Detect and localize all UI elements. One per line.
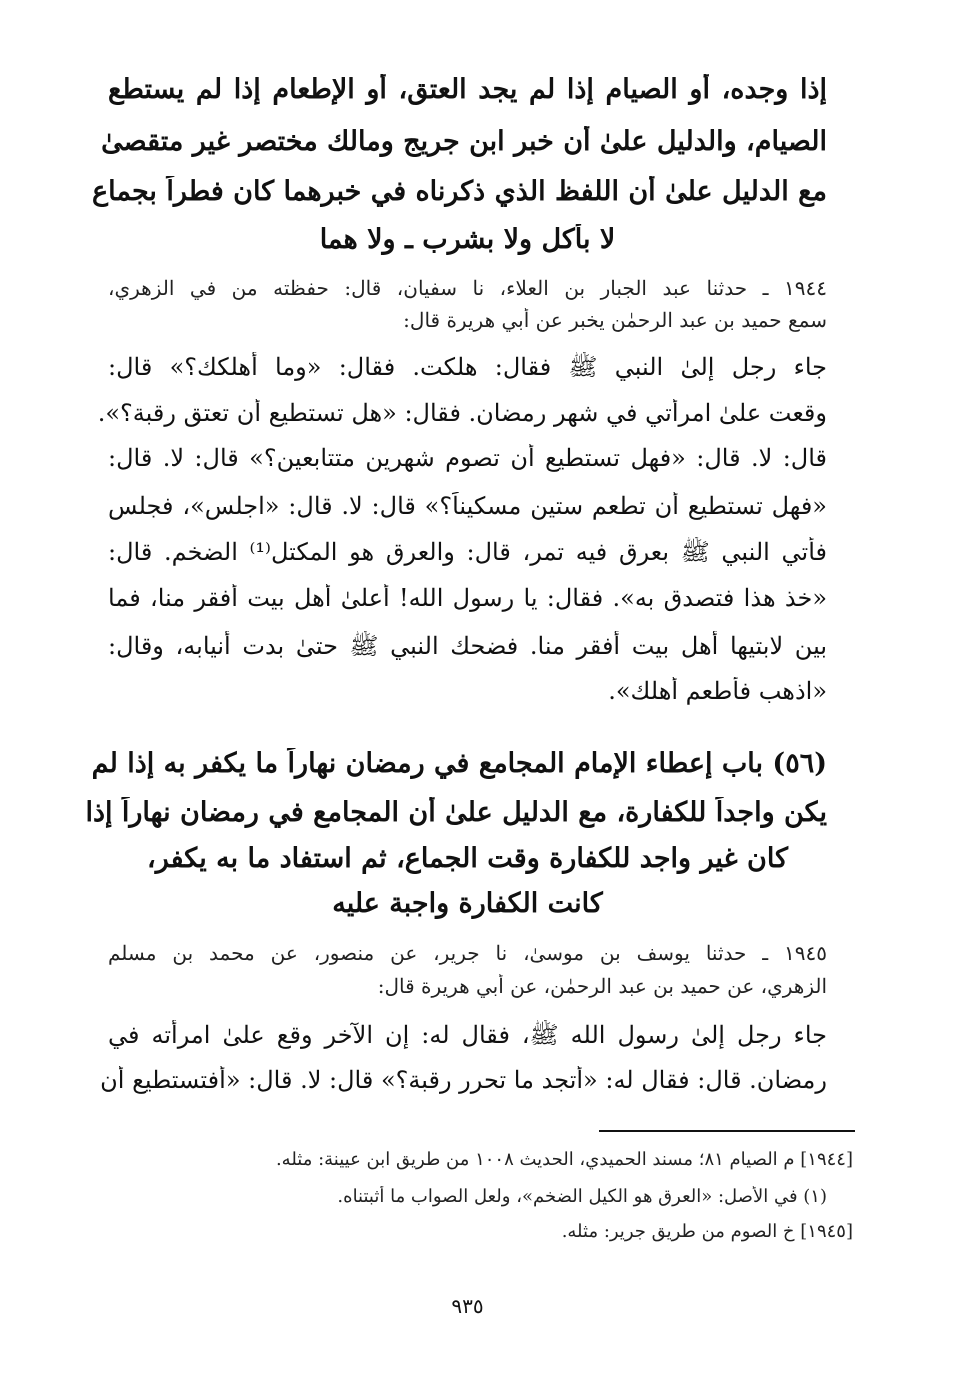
heading-line: كان غير واجد للكفارة وقت الجماع، ثم استفاد ما به يكفر، xyxy=(147,843,788,874)
heading-line: يكن واجداً للكفارة، مع الدليل علىٰ أن المجامع في رمضان نهاراً إذا xyxy=(85,797,827,828)
heading-line: كانت الكفارة واجبة عليه xyxy=(332,888,603,919)
footnote-line: [١٩٤٥] خ الصوم من طريق جرير: مثله. xyxy=(561,1221,853,1242)
isnad-line: ١٩٤٤ ـ حدثنا عبد الجبار بن العلاء، نا سفيان، قال: حفظته من في الزهري، xyxy=(108,276,827,300)
heading-line: مع الدليل علىٰ أن اللفظ الذي ذكرناه في خبرهما كان فطراً بجماع xyxy=(92,176,827,207)
matn-line: جاء رجل إلىٰ النبي ﷺ فقال: هلكت. فقال: «وما أهلكك؟» قال: xyxy=(108,353,827,381)
matn-line: وقعت علىٰ امرأتي في شهر رمضان. فقال: «هل تستطيع أن تعتق رقبة؟». xyxy=(97,399,827,427)
footnote-line: (١) في الأصل: «العرق هو الكيل الضخم»، ولعل الصواب ما أثبتناه. xyxy=(337,1186,827,1207)
matn-line: قال: لا. قال: «فهل تستطيع أن تصوم شهرين متتابعين؟» قال: لا. قال: xyxy=(108,444,827,472)
matn-line: «خذ هذا فتصدق به». فقال: يا رسول الله! أعلىٰ أهل بيت أفقر منا، فما xyxy=(108,584,827,612)
heading-line: إذا وجده، أو الصيام إذا لم يجد العتق، أو الإطعام إذا لم يستطع xyxy=(108,74,827,105)
heading-line: (٥٦) باب إعطاء الإمام المجامع في رمضان نهاراً ما يكفر به إذا لم xyxy=(91,748,827,779)
heading-line: الصيام، والدليل علىٰ أن خبر ابن جريج ومالك مختصر غير متقصىٰ xyxy=(101,126,827,157)
isnad-line: الزهري، عن حميد بن عبد الرحمٰن، عن أبي هريرة قال: xyxy=(377,974,827,998)
footnote-line: [١٩٤٤] م الصيام ٨١؛ مسند الحميدي، الحديث ١٠٠٨ من طريق ابن عيينة: مثله. xyxy=(275,1149,853,1170)
isnad-line: ١٩٤٥ ـ حدثنا يوسف بن موسىٰ، نا جرير، عن منصور، عن محمد بن مسلم xyxy=(108,941,827,965)
matn-line: جاء رجل إلىٰ رسول الله ﷺ، فقال له: إن الآخر وقع علىٰ امرأته في xyxy=(108,1021,827,1049)
isnad-line: سمع حميد بن عبد الرحمٰن يخبر عن أبي هريرة قال: xyxy=(403,308,827,332)
matn-line: فأتي النبي ﷺ بعرق فيه تمر، قال: والعرق هو المكتل⁽¹⁾ الضخم. قال: xyxy=(108,538,827,566)
matn-line: «فهل تستطيع أن تطعم ستين مسكيناً؟» قال: لا. قال: «اجلس»، فجلس xyxy=(108,492,827,520)
heading-line: لا بأكل ولا بشرب ـ ولا هما xyxy=(319,224,616,255)
matn-line: بين لابتيها أهل بيت أفقر منا. فضحك النبي ﷺ حتىٰ بدت أنيابه، وقال: xyxy=(108,632,827,660)
footnote-separator xyxy=(599,1130,855,1132)
page-number: ٩٣٥ xyxy=(451,1294,484,1318)
matn-line: «اذهب فأطعم أهلك». xyxy=(608,677,827,705)
matn-line: رمضان. قال: فقال له: «أتجد ما تحرر رقبة؟» قال: لا. قال: «أفتستطيع أن xyxy=(100,1066,827,1094)
